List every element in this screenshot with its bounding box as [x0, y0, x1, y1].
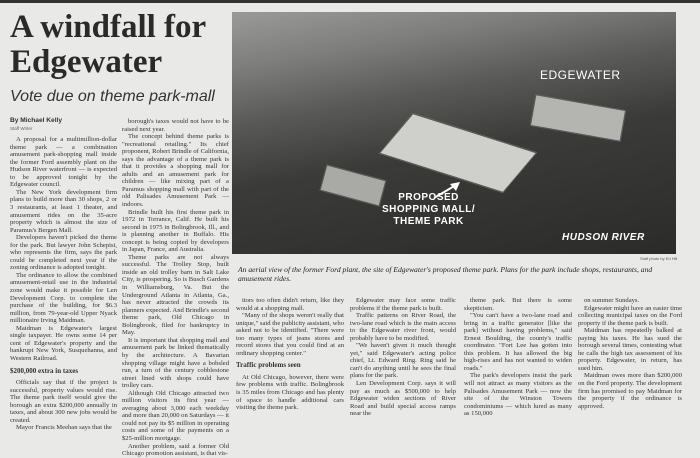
- article-paragraph: The ordinance to allow the combined amusement-retail use in the industrial zone would make it possible for Len Development Corp. to complete the purchase of the building, for $6.3 million, from 79-year-old Upper Nyack millionaire Irving Maidman.: [10, 271, 117, 325]
- article-paragraph: The New York development firm plans to build more than 30 shops, 2 or 3 restaurants, at least 1 theater, and amusement rides on the 35-acre property which is almost the size of Paramus's Bergen Mall.: [10, 188, 117, 234]
- article-paragraph: Theme parks are not always successful. The Trolley Stop, built inside an old trolley barn in Salt Lake City, is prospering. So is Busch Gardens in Williamsburg, Va. But the Underground Atlanta in Atlanta, Ga., has never attracted the crowds its planners expected. And Brindle's second theme park, Old Chicago in Bolingbrook, filed for bankruptcy in May.: [122, 253, 229, 337]
- article-paragraph: "We haven't given it much thought yet," said Edgewater's acting police chief, Lt. Edward Ring. Ring said he can't do anything until he sees the final plans for the park.: [350, 342, 456, 380]
- article-paragraph: Another problem, said a former Old Chicago promotion assistant, is that vis-: [122, 442, 229, 458]
- warehouse-building: [530, 94, 626, 141]
- article-paragraph: Brindle built his first theme park in 1972 in Torrance, Calif. He built his second in 1975 in Bolingbrook, Ill., and is planning another in Buffalo. His concept is being copied by developers in Japan, France, and Australia.: [122, 208, 229, 254]
- article-paragraph: Traffic patterns on River Road, the two-lane road which is the main access to the Edgewater river front, would probably have to be modified.: [350, 312, 456, 342]
- photo-caption: An aerial view of the former Ford plant, the site of Edgewater's proposed theme park. Plans for the park include shops, restaurants, and amusement rides.: [238, 265, 653, 283]
- byline-role: Staff Writer: [10, 125, 33, 131]
- article-paragraph: The park's developers insist the park will not attract as many visitors as the Palisades Amusement Park — now the site of the Winston Towers condominiums — which lured as many as 150,000: [464, 372, 572, 418]
- article-paragraph: "You can't have a two-lane road and bring in a traffic generator [like the park] without having problems," said Ernest Boulding, the county's traffic coordinator. "Fort Lee has gotten into this problem. It has allowed the big high-rises and has not wanted to widen roads.": [464, 312, 572, 372]
- label-line: SHOPPING MALL/: [382, 204, 476, 215]
- article-paragraph: Len Development Corp. says it will pay as much as $500,000 to help Edgewater widen sections of River Road and build special access ramps near the: [350, 380, 456, 418]
- arrow-icon: [432, 180, 462, 200]
- column-2: [122, 118, 229, 458]
- byline: By Michael Kelly: [10, 117, 63, 124]
- pier-building: [320, 164, 387, 206]
- article-paragraph: It is important that shopping mall and amusement park be linked thematically by the architecture. A Bavarian shopping village might have a bobsled run, a turn of the century cobblestone street lined with shops could have trolley cars.: [122, 336, 229, 390]
- article-paragraph: Edgewater may face some traffic problems if the theme park is built.: [350, 297, 456, 312]
- article-paragraph: At Old Chicago, however, there were few problems with traffic. Bolingbrook is 35 miles from Chicago and has plenty of space to handle additional cars visiting the theme park.: [236, 373, 344, 412]
- article-paragraph: Mayor Francis Meehan says that the: [16, 424, 112, 432]
- article-paragraph: theme park. But there is some skepticism.: [464, 297, 572, 312]
- label-edgewater: EDGEWATER: [540, 68, 621, 82]
- section-subhead-taxes: $200,000 extra in taxes: [10, 366, 79, 375]
- article-paragraph: Developers haven't picked the theme for the park. But lawyer John Schepisi, who represents the firm, says the park could be completed next year if the zoning ordinance is adopted tonight.: [10, 234, 117, 272]
- subheadline: Vote due on theme park-mall: [10, 88, 215, 105]
- article-paragraph: The concept behind theme parks is "recreational retailing." Its chief proponent, Robert Brindle of California, says the advantage of a theme park is that it provides a shopping mall for adults and an amusement park for children — like mixing part of a Paramus shopping mall with part of the old Palisades Amusement Park — indoors.: [122, 133, 229, 209]
- article-paragraph: Edgewater might have an easier time collecting municipal taxes on the Ford property if the theme park is built.: [578, 304, 682, 327]
- label-hudson-river: HUDSON RIVER: [562, 232, 645, 243]
- article-paragraph: Maidman owes more than $200,000 on the Ford property. The development firm has promised to pay Maidman for the property if the ordinance is approved.: [578, 372, 682, 410]
- label-line: THEME PARK: [393, 216, 464, 227]
- column-1: [10, 117, 117, 432]
- column-3: [236, 297, 344, 412]
- photo-credit: Staff photo by Ed Hill: [640, 256, 678, 261]
- article-paragraph: Maidman is Edgewater's largest single taxpayer. He owns some 14 per cent of Edgewater's property and the bankrupt New York, Susquehanna, and Western Railroad.: [10, 324, 117, 362]
- column-6: [578, 297, 682, 410]
- article-paragraph: Although Old Chicago attracted two million visitors its first year — averaging about 3,000 each weekday and more than 20,000 on Saturdays — it could not pay its $5 million in operating costs and some of the payments on a $25-million mortgage.: [122, 389, 229, 442]
- column-5: [464, 297, 572, 418]
- label-line: PROPOSED: [398, 192, 459, 203]
- aerial-photo: [232, 12, 676, 254]
- top-rule: [0, 0, 700, 3]
- section-subhead-traffic: Traffic problems seen: [236, 361, 301, 370]
- article-paragraph: Officials say that if the project is successful, property values would rise. The theme park itself would give the borough an extra $200,000 annually in taxes, and about 300 new jobs would be created.: [10, 379, 117, 424]
- article-paragraph: A proposal for a multimillion-dollar theme park — a combination amusement park-shopping mall inside the former Ford assembly plant on the Hudson River waterfront — is expected to be approved tonight by the Edgewater council.: [10, 136, 117, 189]
- article-paragraph: on summer Sundays.: [584, 297, 640, 304]
- article-paragraph: itors too often didn't return, like they would at a shopping mall.: [236, 297, 344, 312]
- column-4: [350, 297, 456, 418]
- article-paragraph: "Many of the shops weren't really that unique," said the publicity assistant, who asked not to be identified. "There were too many types of jeans stores and record stores that you could find at an ordinary shopping center.": [236, 312, 344, 357]
- headline: A windfall for Edgewater: [10, 9, 206, 80]
- article-paragraph: borough's taxes would not have to be raised next year.: [122, 118, 229, 133]
- article-paragraph: Maidman has repeatedly balked at paying his taxes. He has sued the borough several times, contesting what he calls the high tax assessment of his property. Edgewater, in return, has sued him.: [578, 327, 682, 372]
